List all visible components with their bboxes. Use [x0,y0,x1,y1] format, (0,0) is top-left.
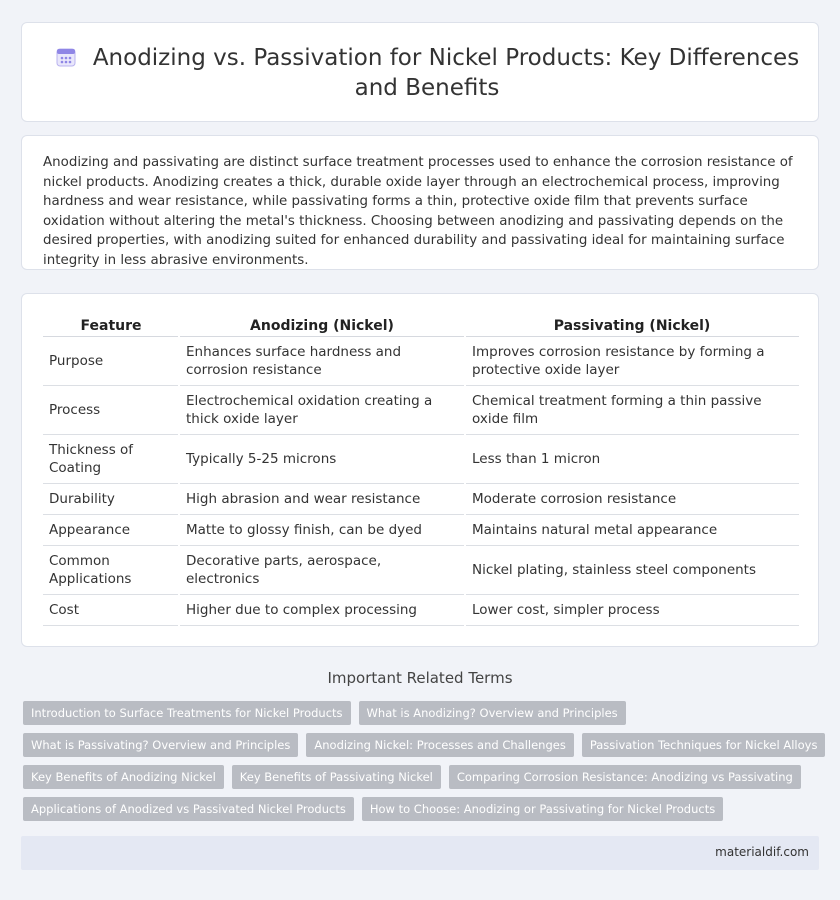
cell-anodizing: Electrochemical oxidation creating a thick oxide layer [179,386,465,435]
intro-card [21,135,819,270]
table-header-row [43,315,799,337]
title-card [21,22,819,122]
table-row [43,435,799,484]
tag-row [23,797,823,821]
cell-feature: Cost [43,595,179,626]
cell-passivating: Moderate corrosion resistance [465,484,799,515]
related-terms-list [23,701,823,829]
cell-feature: Common Applications [43,546,179,595]
related-terms-heading: Important Related Terms [327,669,513,687]
page-title: Anodizing vs. Passivation for Nickel Products: Key Differences and Benefits [92,45,800,101]
cell-passivating: Maintains natural metal appearance [465,515,799,546]
related-term-link[interactable]: What is Anodizing? Overview and Principles [359,701,626,725]
cell-anodizing: Enhances surface hardness and corrosion resistance [179,337,465,386]
cell-passivating: Chemical treatment forming a thin passive oxide film [465,386,799,435]
related-term-link[interactable]: Applications of Anodized vs Passivated Nickel Products [23,797,354,821]
site-name[interactable]: materialdif.com [715,845,809,859]
table-row [43,546,799,595]
cell-anodizing: Higher due to complex processing [179,595,465,626]
cell-passivating: Nickel plating, stainless steel components [465,546,799,595]
table-row [43,386,799,435]
cell-passivating: Less than 1 micron [465,435,799,484]
table-row [43,337,799,386]
related-term-link[interactable]: What is Passivating? Overview and Principles [23,733,298,757]
cell-anodizing: Decorative parts, aerospace, electronics [179,546,465,595]
header-feature: Feature [43,315,179,337]
footer [21,836,819,870]
related-term-link[interactable]: Anodizing Nickel: Processes and Challenges [306,733,573,757]
tag-row [23,733,823,757]
related-term-link[interactable]: How to Choose: Anodizing or Passivating for Nickel Products [362,797,723,821]
cell-feature: Purpose [43,337,179,386]
header-anodizing: Anodizing (Nickel) [179,315,465,337]
page-title-wrap [52,43,802,103]
cell-passivating: Improves corrosion resistance by forming a protective oxide layer [465,337,799,386]
related-term-link[interactable]: Passivation Techniques for Nickel Alloys [582,733,826,757]
table-row [43,515,799,546]
tag-row [23,701,823,725]
cell-feature: Durability [43,484,179,515]
comparison-table [43,315,799,626]
related-term-link[interactable]: Comparing Corrosion Resistance: Anodizing vs Passivating [449,765,801,789]
cell-anodizing: Typically 5-25 microns [179,435,465,484]
cell-anodizing: Matte to glossy finish, can be dyed [179,515,465,546]
tag-row [23,765,823,789]
cell-anodizing: High abrasion and wear resistance [179,484,465,515]
cell-passivating: Lower cost, simpler process [465,595,799,626]
cell-feature: Appearance [43,515,179,546]
comparison-card [21,293,819,647]
table-row [43,595,799,626]
related-term-link[interactable]: Introduction to Surface Treatments for Nickel Products [23,701,351,725]
cell-feature: Process [43,386,179,435]
related-term-link[interactable]: Key Benefits of Passivating Nickel [232,765,441,789]
table-row [43,484,799,515]
cell-feature: Thickness of Coating [43,435,179,484]
intro-paragraph: Anodizing and passivating are distinct surface treatment processes used to enhance the corrosion resistance of nickel products. Anodizing creates a thick, durable oxide layer through an electrochemical process, improving hardness and wear resistance, while passivating forms a thin, protective oxide film that prevents surface oxidation without altering the metal's thickness. Choosing between anodizing and passivating depends on the desired properties, with anodizing suited for enhanced durability and passivating ideal for maintaining surface integrity in less abrasive environments. [43,155,793,268]
header-passivating: Passivating (Nickel) [465,315,799,337]
related-term-link[interactable]: Key Benefits of Anodizing Nickel [23,765,224,789]
calendar-icon [55,46,77,68]
